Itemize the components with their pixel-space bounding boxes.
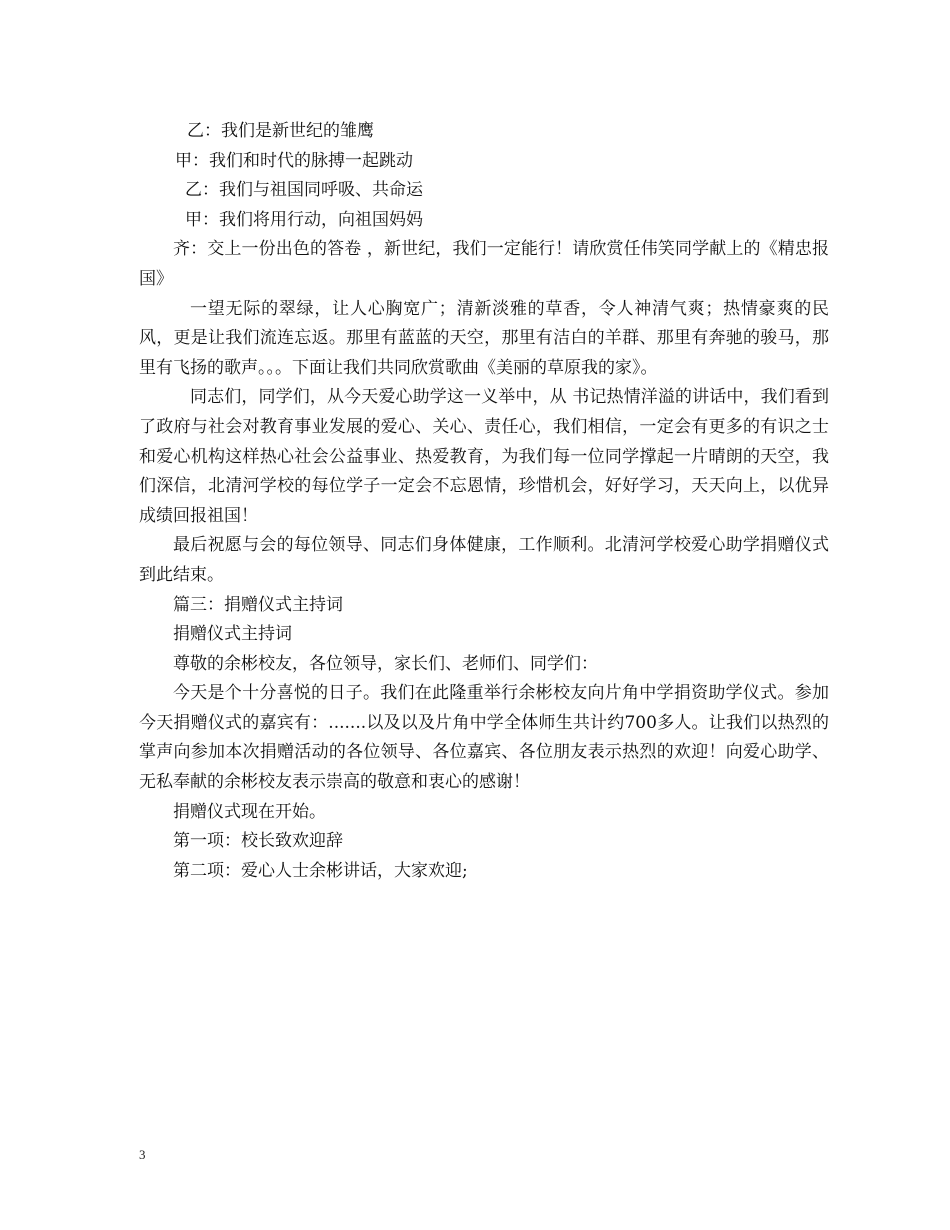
agenda-item-2: 第二项：爱心人士余彬讲话，大家欢迎; <box>173 860 468 881</box>
dialogue-line-yi-2: 乙：我们与祖国同呼吸、共命运 <box>185 180 423 201</box>
dialogue-line-jia-2: 甲：我们将用行动，向祖国妈妈 <box>185 209 423 230</box>
paragraph-closing: 最后祝愿与会的每位领导、同志们身体健康，工作顺利。北清河学校爱心助学捐赠仪式到此结束。 <box>139 535 829 585</box>
page-number: 3 <box>139 1147 146 1162</box>
paragraph-comrades: 同志们，同学们，从今天爱心助学这一义举中，从 书记热情洋溢的讲话中，我们看到了政府与社会对教育事业发展的爱心、关心、责任心，我们相信，一定会有更多的有识之士和爱心机构这样热心社会公益事业、热爱教育，为我们每一位同学撑起一片晴朗的天空，我们深信，北清河学校的每位学子一定会不忘恩情，珍惜机会，好好学习，天天向上，以优异成绩回报祖国！ <box>139 387 829 526</box>
paragraph-grassland: 一望无际的翠绿，让人心胸宽广；清新淡雅的草香，令人神清气爽；热情豪爽的民风，更是让我们流连忘返。那里有蓝蓝的天空，那里有洁白的羊群、那里有奔驰的骏马，那里有飞扬的歌声。。。下面让我们共同欣赏歌曲《美丽的草原我的家》。 <box>139 298 829 378</box>
document-body <box>139 117 829 886</box>
section-title: 捐赠仪式主持词 <box>173 624 292 645</box>
paragraph-start: 捐赠仪式现在开始。 <box>173 801 326 822</box>
dialogue-line-yi-1: 乙：我们是新世纪的雏鹰 <box>187 121 374 141</box>
paragraph-opening: 今天是个十分喜悦的日子。我们在此隆重举行余彬校友向片角中学捐资助学仪式。参加今天捐赠仪式的嘉宾有：.......以及以及片角中学全体师生共计约700多人。让我们以热烈的掌声向参加本次捐赠活动的各位领导、各位嘉宾、各位朋友表示热烈的欢迎！向爱心助学、无私奉献的余彬校友表示崇高的敬意和衷心的感谢！ <box>139 683 829 793</box>
agenda-item-1: 第一项：校长致欢迎辞 <box>173 831 343 852</box>
salutation: 尊敬的余彬校友，各位领导，家长们、老师们、同学们： <box>173 653 598 674</box>
section-heading: 篇三：捐赠仪式主持词 <box>173 594 343 615</box>
dialogue-line-qi: 齐：交上一份出色的答卷 ，新世纪，我们一定能行！请欣赏任伟笑同学献上的《精忠报国》 <box>139 239 829 289</box>
dialogue-line-jia-1: 甲：我们和时代的脉搏一起跳动 <box>175 150 413 171</box>
